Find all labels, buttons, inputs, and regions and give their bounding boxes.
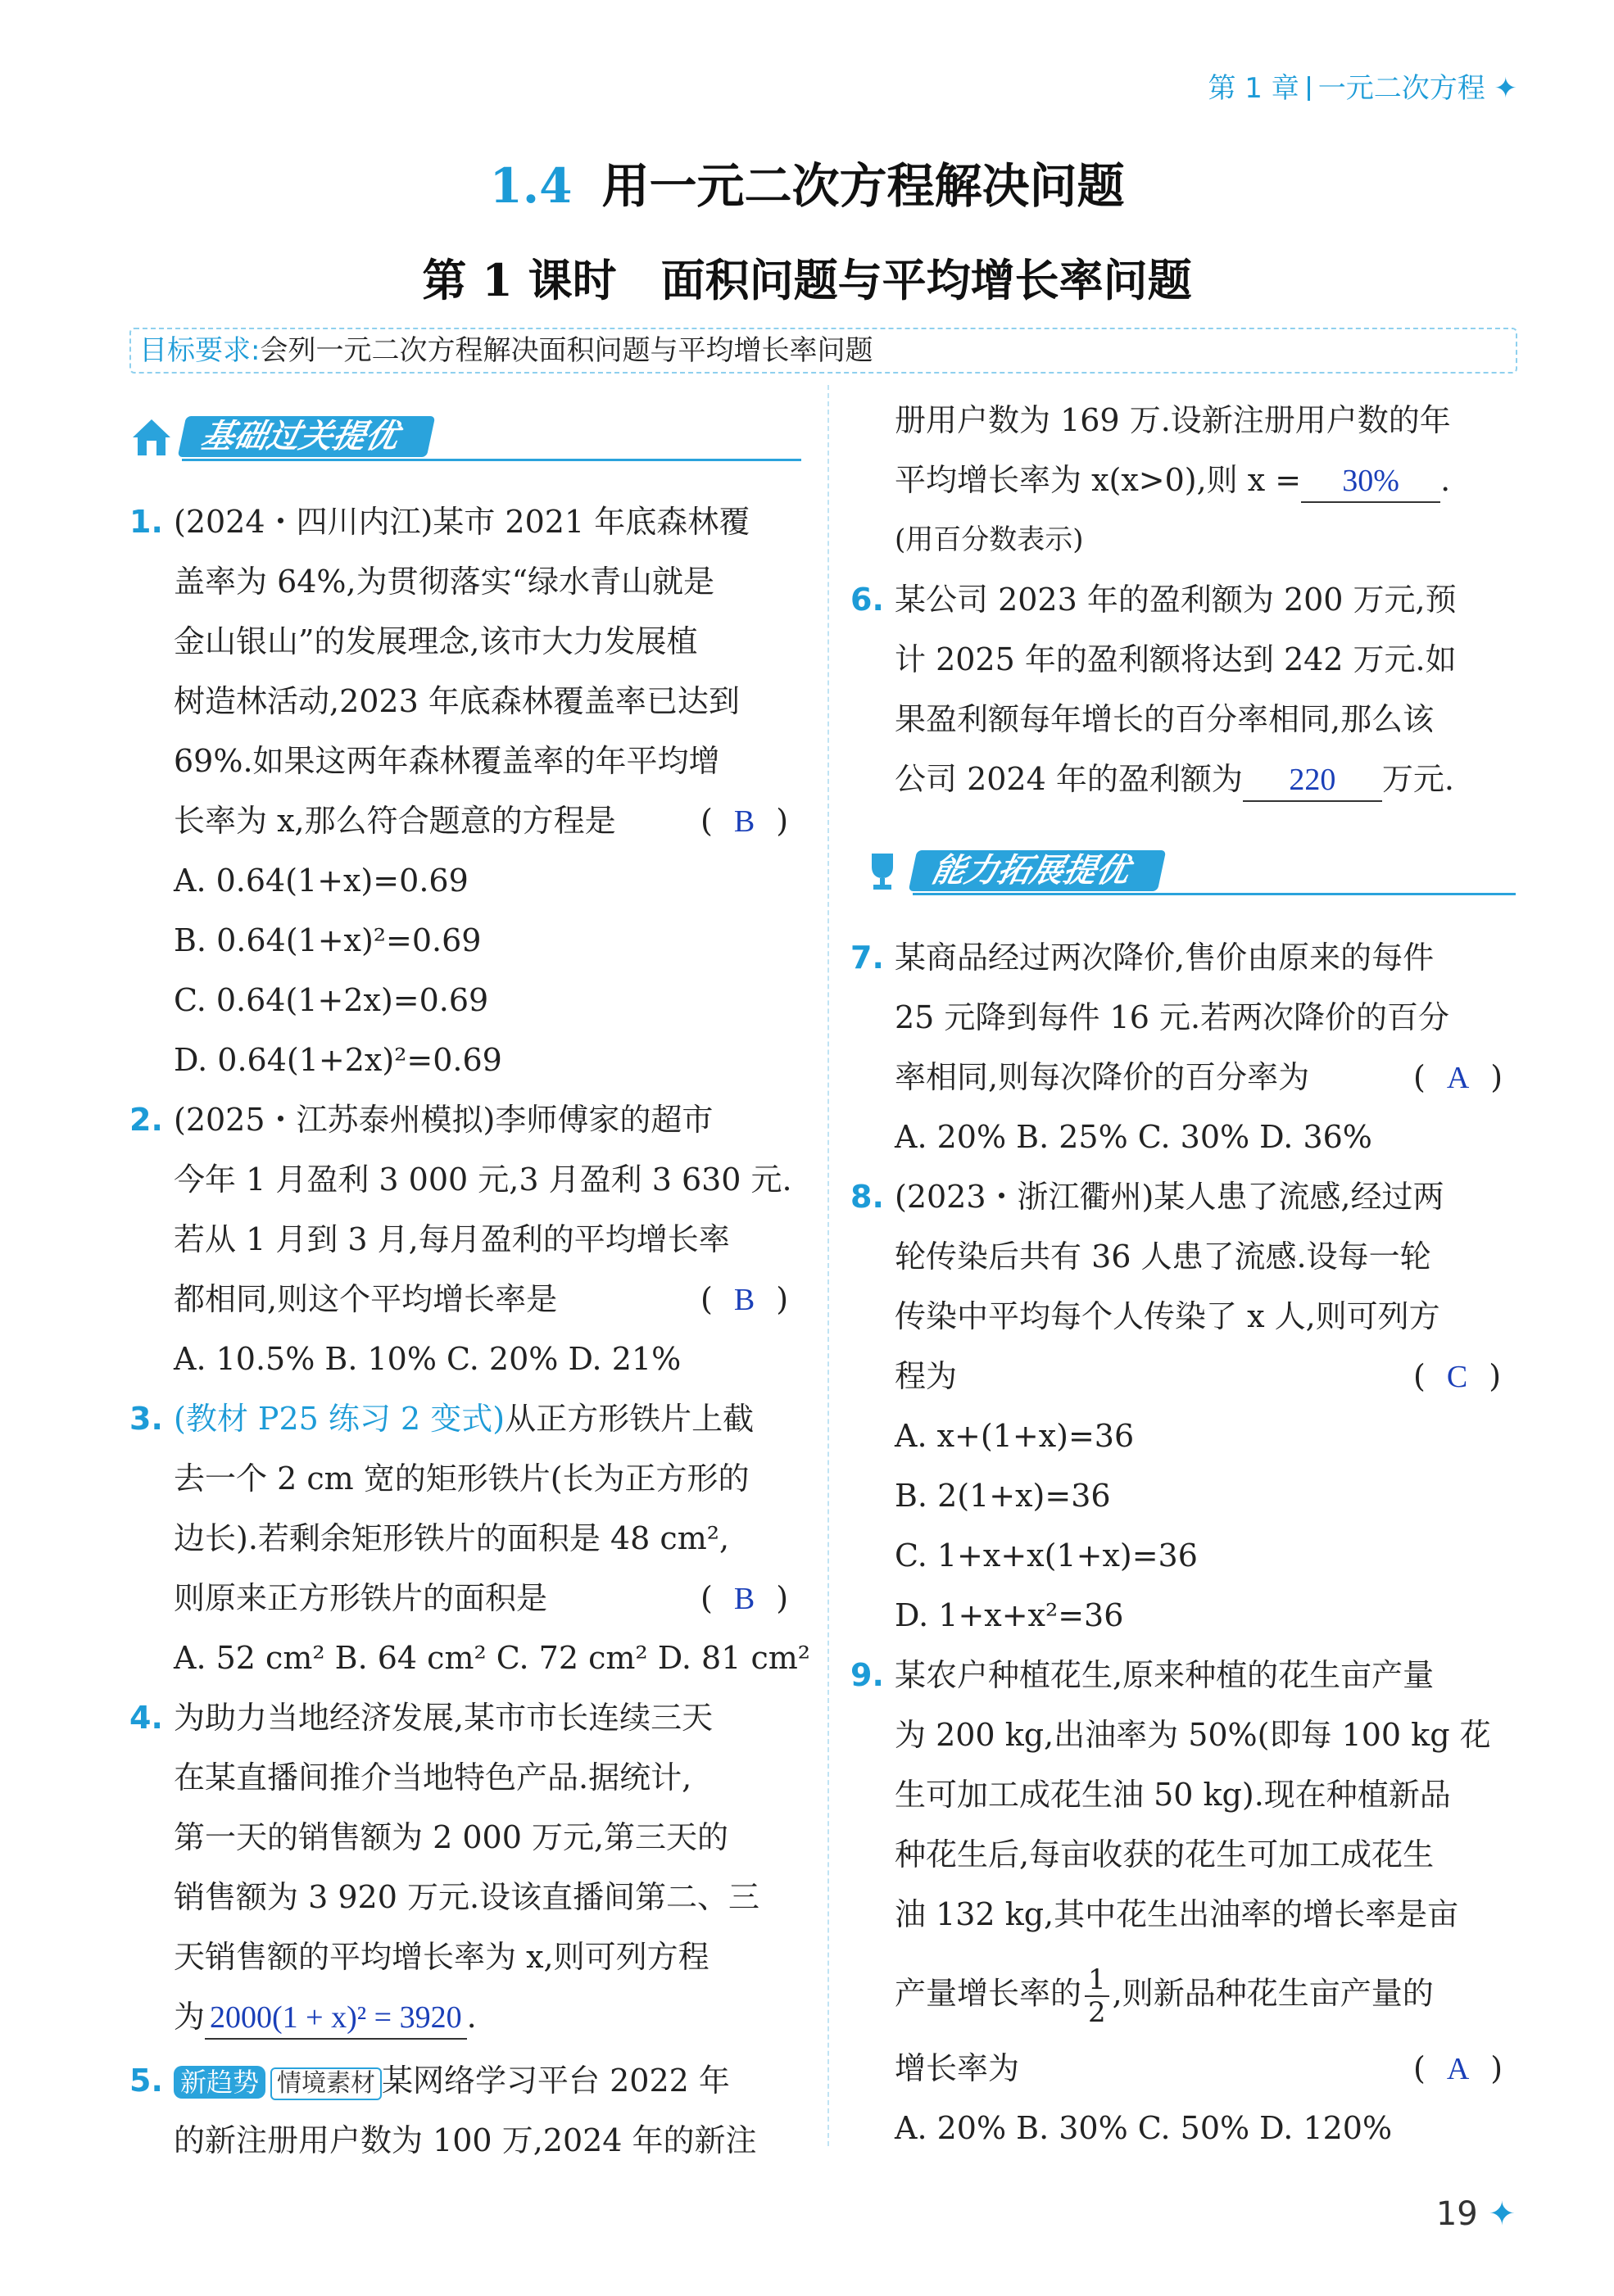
section-banner-advanced-label: 能力拓展提优 xyxy=(909,850,1167,891)
q8-option-a: A. x+(1+x)=36 xyxy=(895,1418,1135,1454)
q7-line-2: 25 元降到每件 16 元.若两次降价的百分 xyxy=(895,999,1450,1035)
section-banner-basic xyxy=(129,410,801,467)
sparkle-icon: ✦ xyxy=(1485,72,1517,105)
trophy-icon xyxy=(860,849,904,893)
q7-number: 7. xyxy=(850,940,884,976)
chapter-header xyxy=(1208,66,1517,106)
chapter-number: 第 1 章 xyxy=(1208,72,1299,105)
lesson-title: 第 1 课时 面积问题与平均增长率问题 xyxy=(422,254,1192,306)
q6-answer: 220 xyxy=(1243,759,1382,802)
q9-line-4: 种花生后,每亩收获的花生可加工成花生 xyxy=(895,1836,1435,1873)
q5-note: (用百分数表示) xyxy=(895,523,1084,556)
q1-option-a: A. 0.64(1+x)=0.69 xyxy=(174,863,469,899)
section-banner-advanced xyxy=(860,844,1516,901)
q1-line-6: 长率为 x,那么符合题意的方程是 xyxy=(174,803,616,839)
q8-option-c: C. 1+x+x(1+x)=36 xyxy=(895,1537,1198,1574)
q4-line-4: 销售额为 3 920 万元.设该直播间第二、三 xyxy=(174,1879,760,1915)
q9-line-2: 为 200 kg,出油率为 50%(即每 100 kg 花 xyxy=(895,1717,1491,1753)
q6-line-4 xyxy=(895,759,1454,802)
q5-answer: 30% xyxy=(1301,460,1440,503)
q9-line-7: 增长率为 xyxy=(895,2050,1020,2086)
q5-line-1-text: 某网络学习平台 2022 年 xyxy=(382,2063,730,2099)
q4-line-2: 在某直播间推介当地特色产品.据统计, xyxy=(174,1759,692,1796)
q4-line-3: 第一天的销售额为 2 000 万元,第三天的 xyxy=(174,1819,729,1855)
goal-box xyxy=(129,328,1517,374)
q1-option-d: D. 0.64(1+2x)²=0.69 xyxy=(174,1042,502,1078)
q1-line-5: 69%.如果这两年森林覆盖率的年平均增 xyxy=(174,743,720,779)
column-divider xyxy=(827,385,829,2146)
q4-end: . xyxy=(466,1999,477,2035)
q9-fraction-denominator: 2 xyxy=(1088,1996,1106,2029)
q6-end: 万元. xyxy=(1381,761,1454,797)
sparkle-icon: ✦ xyxy=(1477,2195,1516,2233)
q9-line-6a: 产量增长率的 xyxy=(895,1975,1082,2012)
q2-line-1: (2025・江苏泰州模拟)李师傅家的超市 xyxy=(174,1102,714,1138)
q6-number: 6. xyxy=(850,582,884,618)
q8-answer-bracket: ( C ) xyxy=(1413,1358,1502,1394)
q4-line-6-text: 为 xyxy=(174,1999,206,2035)
q7-line-3: 率相同,则每次降价的百分率为 xyxy=(895,1059,1310,1095)
q3-line-3: 边长).若剩余矩形铁片的面积是 48 cm², xyxy=(174,1520,730,1556)
section-number: 1.4 xyxy=(489,158,573,214)
q2-options: A. 10.5% B. 10% C. 20% D. 21% xyxy=(174,1341,682,1377)
q9-fraction-numerator: 1 xyxy=(1085,1964,1109,1997)
q4-answer: 2000(1 + x)² = 3920 xyxy=(205,1997,467,2040)
q9-answer-bracket: ( A ) xyxy=(1413,2050,1503,2086)
q8-line-4: 程为 xyxy=(895,1358,958,1394)
q8-line-3: 传染中平均每个人传染了 x 人,则可列方 xyxy=(895,1298,1440,1334)
q1-line-4: 树造林活动,2023 年底森林覆盖率已达到 xyxy=(174,683,740,719)
q1-number: 1. xyxy=(129,504,163,540)
q3-line-4: 则原来正方形铁片的面积是 xyxy=(174,1580,548,1616)
section-title-text: 用一元二次方程解决问题 xyxy=(601,158,1125,214)
q5-line-4 xyxy=(895,460,1450,503)
q7-answer-bracket: ( A ) xyxy=(1413,1059,1503,1095)
q5-line-2: 的新注册用户数为 100 万,2024 年的新注 xyxy=(174,2122,757,2158)
q4-number: 4. xyxy=(129,1700,163,1736)
q9-line-5: 油 132 kg,其中花生出油率的增长率是亩 xyxy=(895,1896,1459,1932)
q5-tag-scenario: 情境素材 xyxy=(270,2067,382,2100)
q4-line-6 xyxy=(174,1996,477,2040)
q5-line-4-text: 平均增长率为 x(x>0),则 x = xyxy=(895,462,1302,498)
q1-line-1: (2024・四川内江)某市 2021 年底森林覆 xyxy=(174,504,750,540)
page-number xyxy=(1436,2195,1516,2233)
q9-line-1: 某农户种植花生,原来种植的花生亩产量 xyxy=(895,1657,1435,1693)
header-separator xyxy=(1308,76,1310,101)
q2-line-3: 若从 1 月到 3 月,每月盈利的平均增长率 xyxy=(174,1221,730,1257)
q1-option-c: C. 0.64(1+2x)=0.69 xyxy=(174,982,489,1018)
section-title xyxy=(0,147,1614,216)
q3-answer: B xyxy=(733,1582,755,1616)
q7-options: A. 20% B. 25% C. 30% D. 36% xyxy=(895,1119,1372,1155)
chapter-title: 一元二次方程 xyxy=(1317,72,1485,105)
q2-line-4: 都相同,则这个平均增长率是 xyxy=(174,1281,558,1317)
page-number-text: 19 xyxy=(1435,2195,1478,2233)
q3-source: (教材 P25 练习 2 变式) xyxy=(174,1401,506,1437)
house-icon xyxy=(129,414,174,459)
q8-number: 8. xyxy=(850,1179,884,1215)
q5-line-1 xyxy=(174,2060,730,2101)
q6-line-3: 果盈利额每年增长的百分率相同,那么该 xyxy=(895,701,1435,737)
banner-underline xyxy=(182,459,801,461)
q3-number: 3. xyxy=(129,1401,163,1437)
goal-label: 目标要求: xyxy=(139,334,261,367)
q9-answer: A xyxy=(1446,2052,1470,2086)
q5-tag-trend: 新趋势 xyxy=(174,2066,265,2099)
q8-option-b: B. 2(1+x)=36 xyxy=(895,1478,1111,1514)
q9-fraction xyxy=(1085,1964,1109,2028)
q7-line-1: 某商品经过两次降价,售价由原来的每件 xyxy=(895,940,1435,976)
q1-line-3: 金山银山”的发展理念,该市大力发展植 xyxy=(174,623,698,659)
q9-line-3: 生可加工成花生油 50 kg).现在种植新品 xyxy=(895,1777,1451,1813)
q3-options: A. 52 cm² B. 64 cm² C. 72 cm² D. 81 cm² xyxy=(174,1640,810,1676)
q9-options: A. 20% B. 30% C. 50% D. 120% xyxy=(895,2110,1393,2146)
q3-line-2: 去一个 2 cm 宽的矩形铁片(长为正方形的 xyxy=(174,1460,750,1497)
q6-line-2: 计 2025 年的盈利额将达到 242 万元.如 xyxy=(895,641,1457,677)
q3-answer-bracket: ( B ) xyxy=(700,1580,789,1616)
q5-number: 5. xyxy=(129,2063,163,2099)
q8-answer: C xyxy=(1446,1360,1468,1394)
q5-end: . xyxy=(1440,462,1451,498)
q2-number: 2. xyxy=(129,1102,163,1138)
q9-line-6b: ,则新品种花生亩产量的 xyxy=(1112,1975,1434,2012)
q7-answer: A xyxy=(1446,1061,1470,1095)
q2-answer: B xyxy=(733,1283,755,1317)
q6-line-4-text: 公司 2024 年的盈利额为 xyxy=(895,761,1243,797)
banner-underline xyxy=(913,893,1516,895)
q9-number: 9. xyxy=(850,1657,884,1693)
q1-option-b: B. 0.64(1+x)²=0.69 xyxy=(174,922,482,958)
section-banner-basic-label: 基础过关提优 xyxy=(178,416,436,457)
q6-line-1: 某公司 2023 年的盈利额为 200 万元,预 xyxy=(895,582,1457,618)
q8-line-2: 轮传染后共有 36 人患了流感.设每一轮 xyxy=(895,1239,1431,1275)
q2-answer-bracket: ( B ) xyxy=(700,1281,789,1317)
goal-text: 会列一元二次方程解决面积问题与平均增长率问题 xyxy=(260,334,873,367)
q5-line-3: 册用户数为 169 万.设新注册用户数的年 xyxy=(895,402,1451,438)
q1-answer-bracket: ( B ) xyxy=(700,803,789,839)
q8-option-d: D. 1+x+x²=36 xyxy=(895,1597,1124,1633)
q8-line-1: (2023・浙江衢州)某人患了流感,经过两 xyxy=(895,1179,1444,1215)
q3-line-1 xyxy=(174,1398,754,1439)
q9-line-6 xyxy=(895,1964,1434,2028)
q1-answer: B xyxy=(733,804,755,839)
q4-line-5: 天销售额的平均增长率为 x,则可列方程 xyxy=(174,1939,710,1975)
q2-line-2: 今年 1 月盈利 3 000 元,3 月盈利 3 630 元. xyxy=(174,1162,792,1198)
q3-line-1-text: 从正方形铁片上截 xyxy=(505,1401,755,1437)
q1-line-2: 盖率为 64%,为贯彻落实“绿水青山就是 xyxy=(174,564,715,600)
q4-line-1: 为助力当地经济发展,某市市长连续三天 xyxy=(174,1700,714,1736)
